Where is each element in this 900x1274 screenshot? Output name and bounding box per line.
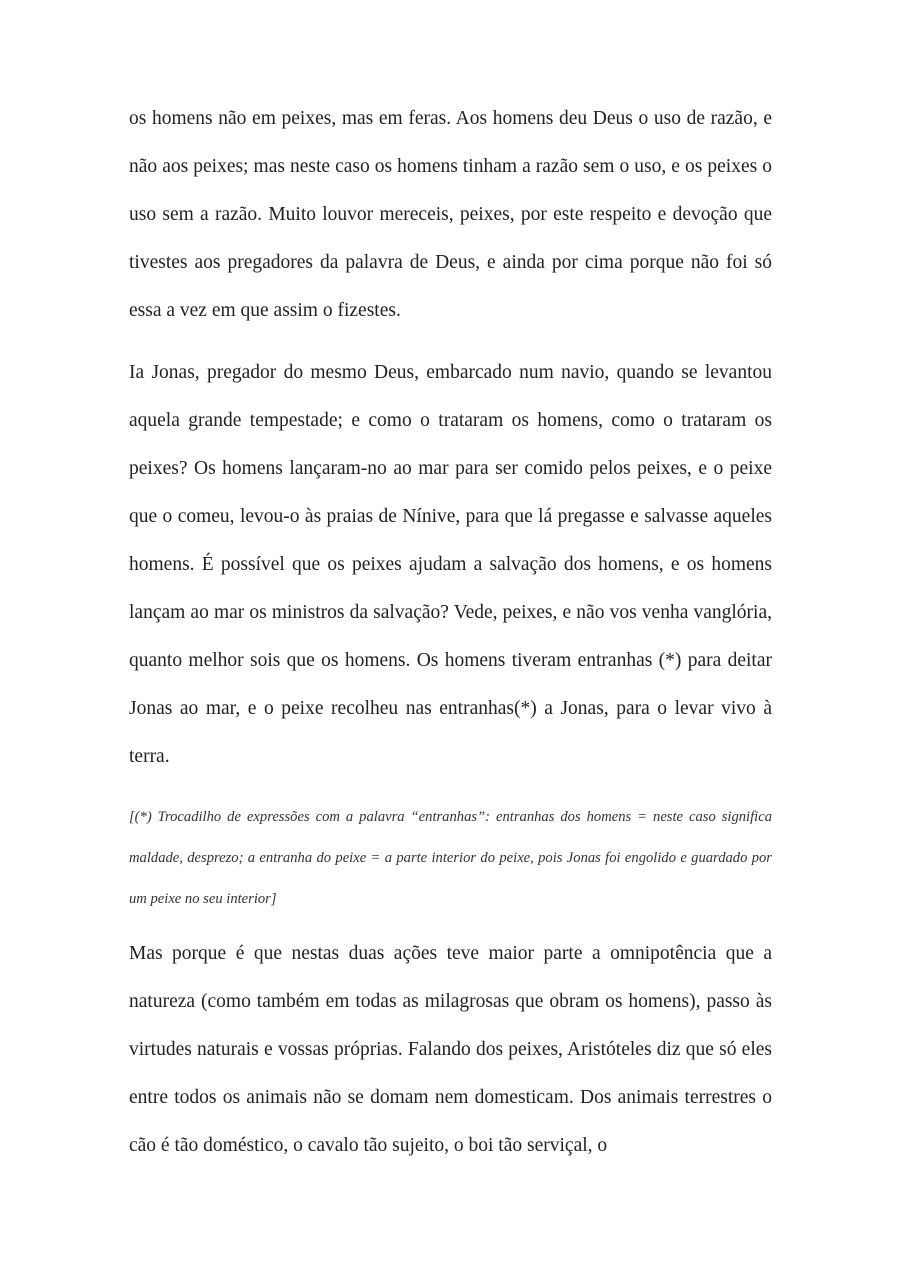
footnote-entranhas: [(*) Trocadilho de expressões com a palavra “entranhas”: entranhas dos homens = neste caso significa maldade, desprezo; a entranha do peixe = a parte interior do peixe, pois Jonas foi engolido e guardado por um peixe no seu interior]	[129, 809, 772, 907]
paragraph-1: os homens não em peixes, mas em feras. Aos homens deu Deus o uso de razão, e não aos peixes; mas neste caso os homens tinham a razão sem o uso, e os peixes o uso sem a razão. Muito louvor mereceis, peixes, por este respeito e devoção que tivestes aos pregadores da palavra de Deus, e ainda por cima porque não foi só essa a vez em que assim o fizestes.	[129, 108, 772, 321]
paragraph-2: Ia Jonas, pregador do mesmo Deus, embarcado num navio, quando se levantou aquela grande tempestade; e como o trataram os homens, como o trataram os peixes? Os homens lançaram-no ao mar para ser comido pelos peixes, e o peixe que o comeu, levou-o às praias de Nínive, para que lá pregasse e salvasse aqueles homens. É possível que os peixes ajudam a salvação dos homens, e os homens lançam ao mar os ministros da salvação? Vede, peixes, e não vos venha vanglória, quanto melhor sois que os homens. Os homens tiveram entranhas (*) para deitar Jonas ao mar, e o peixe recolheu nas entranhas(*) a Jonas, para o levar vivo à terra.	[129, 362, 772, 767]
paragraph-3: Mas porque é que nestas duas ações teve maior parte a omnipotência que a natureza (como também em todas as milagrosas que obram os homens), passo às virtudes naturais e vossas próprias. Falando dos peixes, Aristóteles diz que só eles entre todos os animais não se domam nem domesticam. Dos animais terrestres o cão é tão doméstico, o cavalo tão sujeito, o boi tão serviçal, o	[129, 943, 772, 1156]
